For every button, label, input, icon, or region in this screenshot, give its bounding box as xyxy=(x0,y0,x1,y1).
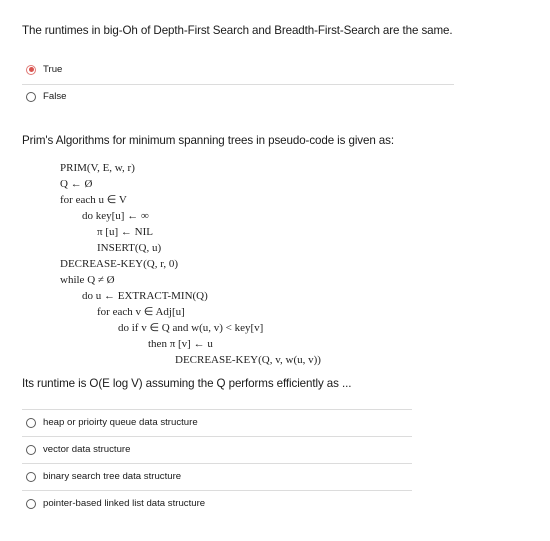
option-false[interactable] xyxy=(26,91,66,102)
code-line-12: then π [v] ← u xyxy=(148,338,213,350)
radio-button[interactable] xyxy=(26,418,36,428)
option-label: pointer-based linked list data structure xyxy=(43,498,206,509)
option-separator xyxy=(22,409,412,410)
option-label: vector data structure xyxy=(43,444,131,455)
radio-button-selected[interactable] xyxy=(26,65,36,75)
code-line-9: do u ← EXTRACT-MIN(Q) xyxy=(82,290,208,302)
radio-button[interactable] xyxy=(26,472,36,482)
radio-button[interactable] xyxy=(26,92,36,102)
option-separator xyxy=(22,84,454,85)
code-line-2: Q ← Ø xyxy=(60,178,93,190)
radio-button[interactable] xyxy=(26,499,36,509)
option-separator xyxy=(22,436,412,437)
code-line-5: π [u] ← NIL xyxy=(97,226,153,238)
code-line-3: for each u ∈ V xyxy=(60,194,127,206)
question-2-intro: Prim's Algorithms for minimum spanning trees in pseudo-code is given as: xyxy=(22,134,394,147)
code-line-4: do key[u] ← ∞ xyxy=(82,210,149,222)
option-label: heap or prioirty queue data structure xyxy=(43,417,198,428)
code-line-6: INSERT(Q, u) xyxy=(97,242,162,254)
radio-button[interactable] xyxy=(26,445,36,455)
option-label: True xyxy=(43,64,63,75)
code-line-10: for each v ∈ Adj[u] xyxy=(97,306,185,318)
question-1-text: The runtimes in big-Oh of Depth-First Search and Breadth-First-Search are the same. xyxy=(22,24,453,37)
code-line-11: do if v ∈ Q and w(u, v) < key[v] xyxy=(118,322,264,334)
option-linked-list[interactable] xyxy=(26,498,205,509)
option-separator xyxy=(22,463,412,464)
option-separator xyxy=(22,490,412,491)
option-vector[interactable] xyxy=(26,444,130,455)
pseudo-code-block xyxy=(60,160,380,370)
option-label: binary search tree data structure xyxy=(43,471,182,482)
code-line-13: DECREASE-KEY(Q, v, w(u, v)) xyxy=(175,354,321,366)
code-line-8: while Q ≠ Ø xyxy=(60,274,115,286)
question-2-prompt: Its runtime is O(E log V) assuming the Q performs efficiently as ... xyxy=(22,377,352,390)
option-heap[interactable] xyxy=(26,417,198,428)
option-binary-search-tree[interactable] xyxy=(26,471,181,482)
option-true[interactable] xyxy=(26,64,62,75)
option-label: False xyxy=(43,91,67,102)
code-line-7: DECREASE-KEY(Q, r, 0) xyxy=(60,258,179,270)
code-line-1: PRIM(V, E, w, r) xyxy=(60,162,135,174)
